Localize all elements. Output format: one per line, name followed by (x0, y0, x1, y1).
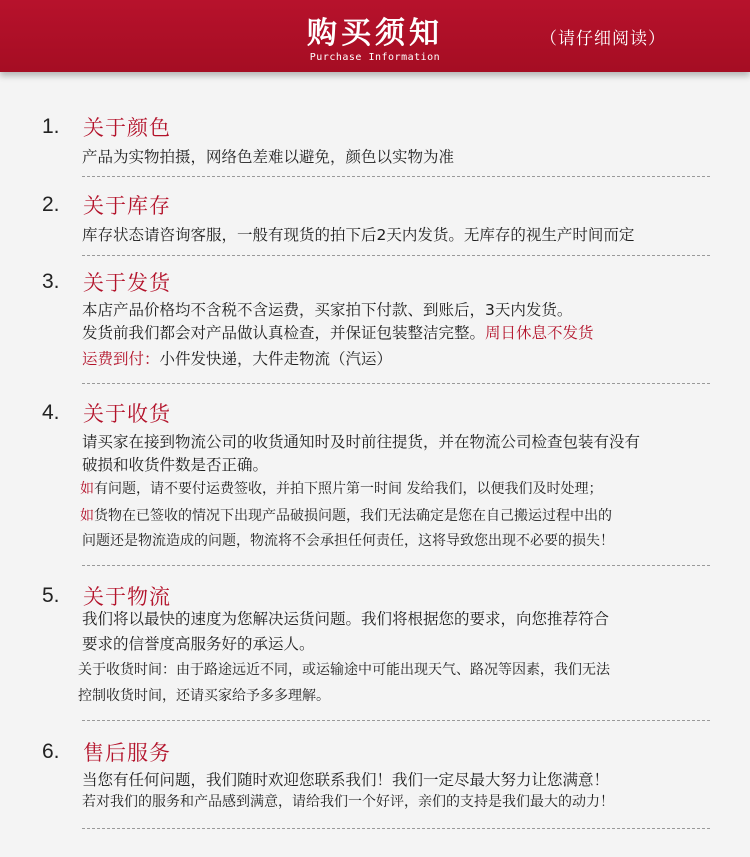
section-text: 本店产品价格均不含税不含运费，买家拍下付款、到账后，3天内发货。 (82, 301, 573, 319)
section-number: 4. (42, 401, 60, 424)
divider (82, 720, 710, 721)
section-text-part: 发货前我们都会对产品做认真检查，并保证包装整洁完整。 (82, 324, 486, 342)
section-text: 关于收货时间：由于路途远近不同，或运输途中可能出现天气、路况等因素，我们无法 (78, 662, 610, 678)
section-text (82, 321, 594, 343)
section-number: 2. (42, 193, 60, 216)
section-text: 产品为实物拍摄，网络色差难以避免，颜色以实物为准 (82, 148, 455, 166)
section-text: 问题还是物流造成的问题，物流将不会承担任何责任，这将导致您出现不必要的损失！ (82, 533, 614, 549)
divider (82, 383, 710, 384)
section-heading: 关于发货 (83, 271, 171, 295)
section-text: 破损和收货件数是否正确。 (82, 456, 269, 474)
divider (82, 565, 710, 566)
section-text (80, 478, 602, 498)
section-text-part: 有问题，请不要付运费签收，并拍下照片第一时间 发给我们，以便我们及时处理； (94, 481, 603, 497)
section-number: 1. (42, 115, 60, 138)
section-text: 若对我们的服务和产品感到满意，请给我们一个好评，亲们的支持是我们最大的动力！ (82, 794, 614, 810)
section-text: 请买家在接到物流公司的收货通知时及时前往提货，并在物流公司检查包装有没有 (82, 433, 641, 451)
page-subtitle: Purchase Information (309, 52, 441, 63)
section-text-part: 货物在已签收的情况下出现产品破损问题，我们无法确定是您在自己搬运过程中出的 (94, 508, 612, 524)
section-number: 5. (42, 584, 60, 607)
section-text (80, 505, 612, 525)
section-text: 当您有任何问题，我们随时欢迎您联系我们！我们一定尽最大努力让您满意！ (82, 771, 610, 789)
section-heading: 关于颜色 (83, 116, 171, 140)
header-banner (0, 0, 750, 72)
freight-label: 运费到付： (82, 350, 160, 368)
section-text: 库存状态请咨询客服，一般有现货的拍下后2天内发货。无库存的视生产时间而定 (82, 226, 635, 244)
section-number: 6. (42, 740, 60, 763)
section-text: 控制收货时间，还请买家给予多多理解。 (78, 688, 330, 704)
highlight-char: 如 (80, 508, 94, 524)
read-carefully-note: （请仔细阅读） (540, 29, 666, 49)
section-text: 我们将以最快的速度为您解决运货问题。我们将根据您的要求，向您推荐符合 (82, 610, 610, 628)
divider (82, 828, 710, 829)
divider (82, 255, 710, 256)
section-number: 3. (42, 270, 60, 293)
section-heading: 售后服务 (83, 741, 171, 765)
section-heading: 关于收货 (83, 402, 171, 426)
highlight-char: 如 (80, 481, 94, 497)
page-title: 购买须知 (307, 16, 443, 51)
section-text-part: 小件发快递，大件走物流（汽运） (159, 350, 393, 368)
sunday-notice: 周日休息不发货 (485, 324, 594, 342)
section-text: 要求的信誉度高服务好的承运人。 (82, 635, 315, 653)
section-text (82, 347, 392, 369)
section-heading: 关于库存 (83, 194, 171, 218)
divider (82, 176, 710, 177)
section-heading: 关于物流 (83, 585, 171, 609)
